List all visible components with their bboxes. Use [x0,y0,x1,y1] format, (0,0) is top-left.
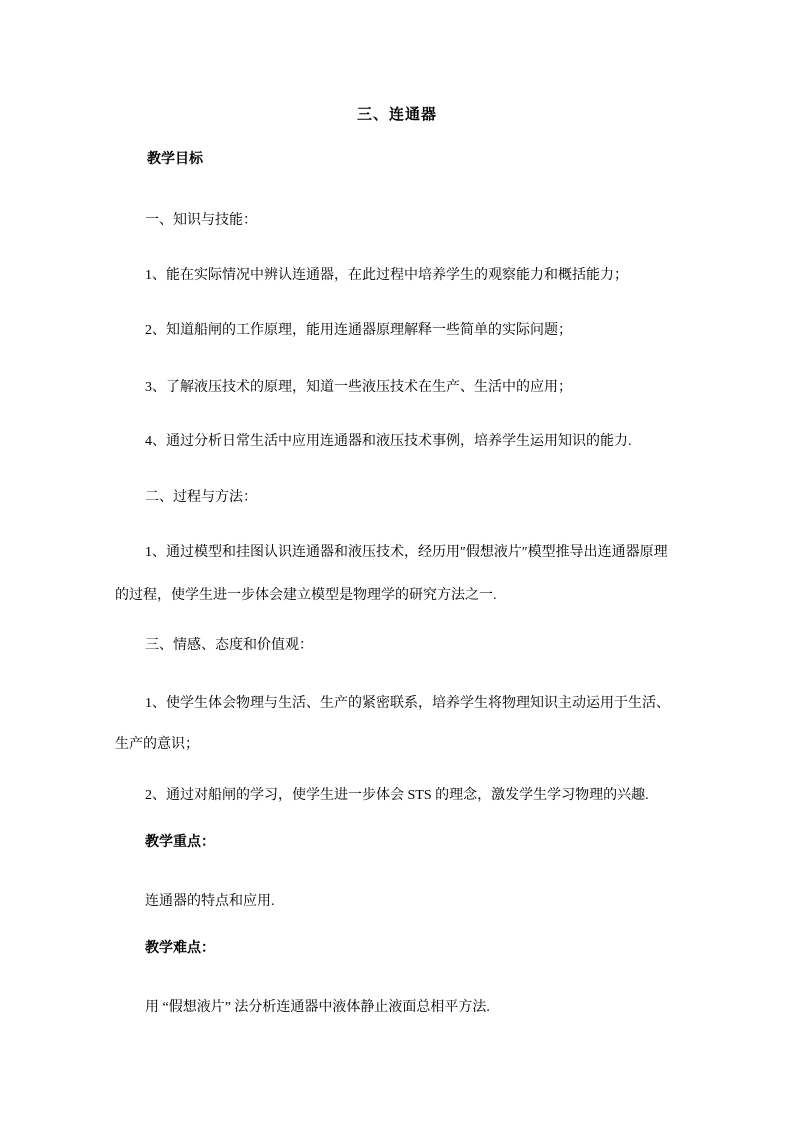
section-knowledge-and-skills: 一、知识与技能： [145,213,257,228]
heading-teaching-focus: 教学重点： [145,835,215,850]
teaching-focus-text: 连通器的特点和应用. [145,894,275,909]
process-methods-item-1-line-1: 1、通过模型和挂图认识连通器和液压技术，经历用″假想液片″模型推导出连通器原理 [145,545,668,560]
heading-teaching-difficulty: 教学难点： [145,941,215,956]
knowledge-skills-item-1: 1、能在实际情况中辨认连通器，在此过程中培养学生的观察能力和概括能力； [145,268,628,283]
knowledge-skills-item-4: 4、通过分析日常生活中应用连通器和液压技术事例，培养学生运用知识的能力. [145,434,632,449]
teaching-difficulty-text: 用 “假想液片” 法分析连通器中液体静止液面总相平方法. [145,1000,490,1015]
section-process-and-methods: 二、过程与方法： [145,490,257,505]
emotion-values-item-1-line-2: 生产的意识； [115,737,199,752]
emotion-values-item-2: 2、通过对船闸的学习，使学生进一步体会 STS 的理念，激发学生学习物理的兴趣. [145,788,649,803]
knowledge-skills-item-3: 3、了解液压技术的原理，知道一些液压技术在生产、生活中的应用； [145,380,572,395]
document-title: 三、连通器 [356,107,437,123]
knowledge-skills-item-2: 2、知道船闸的工作原理，能用连通器原理解释一些简单的实际问题； [145,323,572,338]
heading-teaching-objectives: 教学目标 [147,152,203,167]
process-methods-item-1-line-2: 的过程，使学生进一步体会建立模型是物理学的研究方法之一. [115,588,497,603]
section-emotion-attitude-values: 三、情感、态度和价值观： [145,638,313,653]
emotion-values-item-1-line-1: 1、使学生体会物理与生活、生产的紧密联系，培养学生将物理知识主动运用于生活、 [145,696,670,711]
